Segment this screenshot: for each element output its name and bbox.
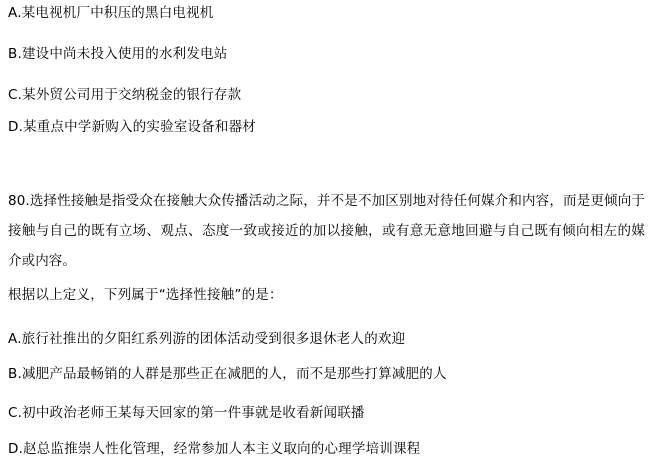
- question-80-instruction: 根据以上定义，下列属于“选择性接触”的是：: [8, 287, 283, 303]
- previous-question-option-a: A.某电视机厂中积压的黑白电视机: [8, 5, 214, 21]
- question-80-option-d: D.赵总监推崇人性化管理，经常参加人本主义取向的心理学培训课程: [8, 441, 421, 457]
- question-80-option-a: A.旅行社推出的夕阳红系列游的团体活动受到很多退休老人的欢迎: [8, 331, 406, 347]
- question-80-stem: 80.选择性接触是指受众在接触大众传播活动之际，并不是不加区别地对待任何媒介和内容，而是更倾向于接触与自己的既有立场、观点、态度一致或接近的加以接触，或有意无意地回避与自己既有倾向相左的媒介或内容。: [8, 193, 645, 269]
- question-80-option-b: B.减肥产品最畅销的人群是那些正在减肥的人，而不是那些打算减肥的人: [8, 366, 447, 382]
- previous-question-option-c: C.某外贸公司用于交纳税金的银行存款: [8, 87, 242, 103]
- previous-question-option-b: B.建设中尚未投入使用的水利发电站: [8, 46, 228, 62]
- question-80-option-c: C.初中政治老师王某每天回家的第一件事就是收看新闻联播: [8, 405, 365, 421]
- previous-question-option-d: D.某重点中学新购入的实验室设备和器材: [8, 119, 256, 135]
